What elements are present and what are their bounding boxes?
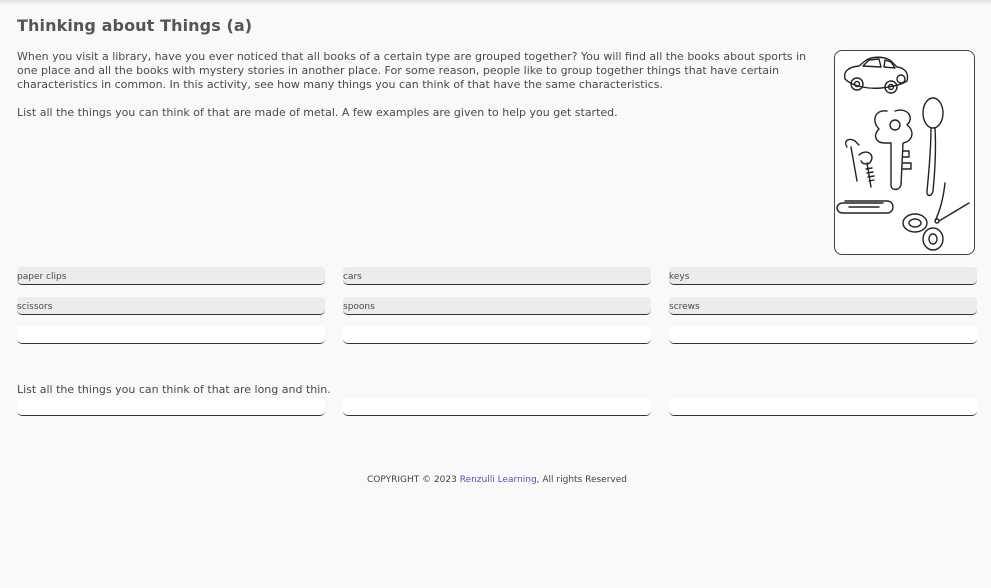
metal-field-6[interactable]: screws — [669, 297, 977, 315]
spoon-icon — [923, 98, 943, 196]
metal-objects-illustration — [834, 50, 975, 255]
key-icon — [875, 110, 912, 189]
metal-field-4[interactable]: scissors — [17, 297, 325, 315]
metal-field-7[interactable] — [17, 326, 325, 344]
top-bar — [0, 0, 991, 4]
paper-clip-icon — [837, 201, 893, 213]
metal-field-3[interactable]: keys — [669, 267, 977, 285]
long-thin-field-2[interactable] — [343, 398, 651, 416]
long-thin-field-3[interactable] — [669, 398, 977, 416]
intro-text: When you visit a library, have you ever noticed that all books of a certain type are grouped together? You will find all the books about sports in one place and all the books with mystery stories in another place. For some reason, people like to group together things that have certain characteristics in common. In this activity, see how many things you can think of that have the same characteristics. — [17, 50, 807, 91]
long-thin-field-1[interactable] — [17, 398, 325, 416]
copyright-suffix: , All rights Reserved — [536, 475, 627, 485]
car-icon — [845, 57, 908, 93]
metal-field-5[interactable]: spoons — [343, 297, 651, 315]
long-thin-prompt: List all the things you can think of that are long and thin. — [17, 383, 331, 396]
metal-field-8[interactable] — [343, 326, 651, 344]
renzulli-learning-link[interactable]: Renzulli Learning — [459, 475, 537, 485]
copyright-prefix: COPYRIGHT © 2023 — [366, 475, 460, 485]
page-title: Thinking about Things (a) — [17, 16, 253, 35]
metal-objects-illustration-icon — [835, 51, 973, 253]
copyright-footer — [17, 475, 977, 485]
metal-prompt: List all the things you can think of that are made of metal. A few examples are given to help you get started. — [17, 106, 618, 119]
metal-field-1[interactable]: paper clips — [17, 267, 325, 285]
metal-field-9[interactable] — [669, 326, 977, 344]
scissors-icon — [903, 183, 969, 250]
screw-icon — [846, 139, 874, 187]
metal-field-2[interactable]: cars — [343, 267, 651, 285]
